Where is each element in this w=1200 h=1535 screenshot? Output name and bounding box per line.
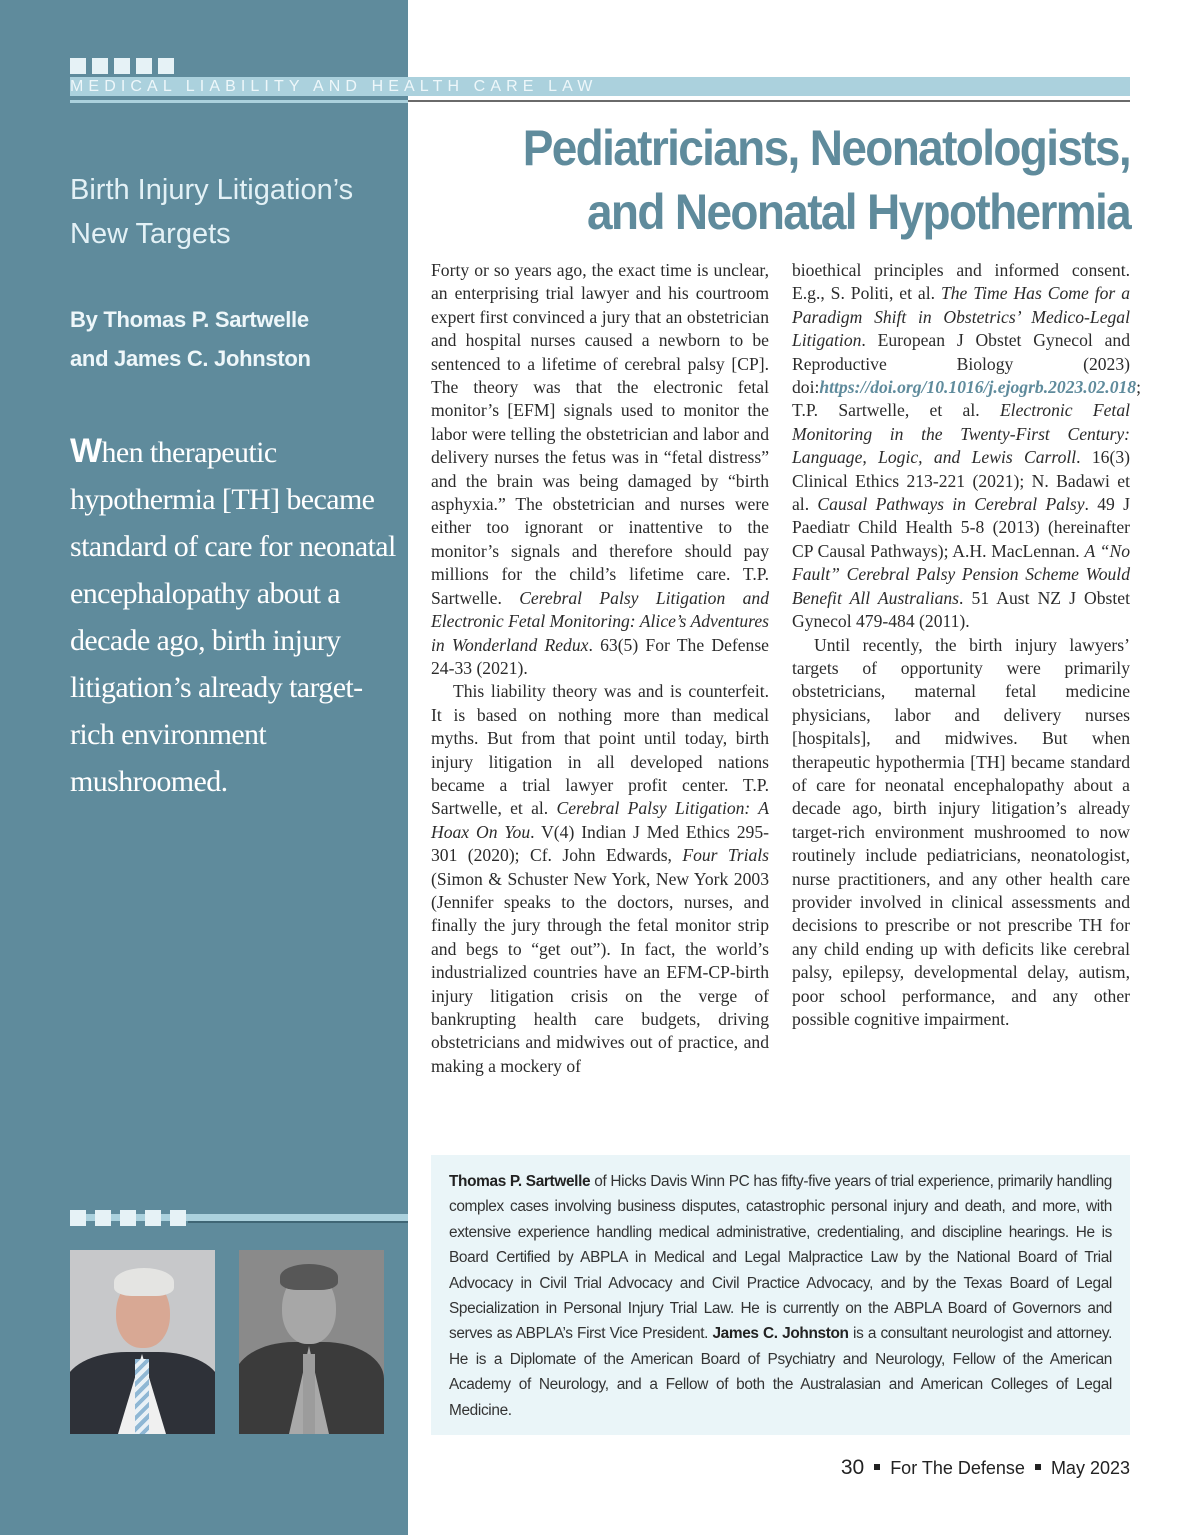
publication-name: For The Defense [890, 1458, 1025, 1478]
author-photo-johnston [239, 1250, 384, 1434]
title-line: and Neonatal Hypothermia [586, 184, 1130, 240]
header-rule [408, 100, 1130, 102]
doi-link[interactable]: https://doi.org/10.1016/j.ejogrb.2023.02.018 [819, 377, 1137, 398]
author-bio-text: Thomas P. Sartwelle of Hicks Davis Winn PC has fifty-five years of trial experience, primarily handling complex cases involving business disputes, catastrophic personal injury and death, and more, with extensive experience handling medical administrative, credentialing, and discipline hearings. He is Board Certified by ABPLA in Medical and Legal Malpractice Law by the National Board of Trial Advocacy in Civil Trial Advocacy and Civil Practice Advocacy, and by the Texas Board of Legal Specialization in Personal Injury Trial Law. He is currently on the ABPLA Board of Governors and serves as ABPLA’s First Vice President. James C. Johnston is a consultant neurologist and attorney. He is a Diplomate of the American Board of Psychiatry and Neurology, Fellow of the American Academy of Neurology, and a Fellow of both the Australasian and American Colleges of Legal Medicine. [449, 1173, 1112, 1419]
citation: Cerebral Palsy Litigation: A Hoax On You [431, 798, 769, 842]
paragraph: This liability theory was and is counterfeit. It is based on nothing more than medical myths. But from that point until today, birth injury litigation in all developed nations became a trial lawyer profit center. T.P. Sartwelle, et al. Cerebral Palsy Litigation: A Hoax On You. V(4) Indian J Med Ethics 295-301 (2020); Cf. John Edwards, Four Trials (Simon & Schuster New York, New York 2003 (Jennifer speaks to the doctors, nurses, and finally the jury through the fetal monitor strip and begs to “get out”). In fact, the world’s industrialized countries have an EFM-CP-birth injury litigation crisis on the verge of bankrupting health care budgets, driving obstetricians and midwives out of practice, and making a mockery of [431, 681, 769, 1076]
paragraph: Forty or so years ago, the exact time is unclear, an enterprising trial lawyer and his courtroom expert first convinced a jury that an obstetrician and hospital nurses caused a newborn to be sentenced to a lifetime of cerebral palsy [CP]. The theory was that the electronic fetal monitor’s [EFM] signals used to monitor the labor were telling the obstetrician and labor and delivery nurses the fetus was in “fetal distress” and the brain was being damaged by “birth asphyxia.” The obstetrician and nurses were either too ignorant or inattentive to the monitor’s signals and therefore should pay millions for the child’s lifetime care. T.P. Sartwelle. Cerebral Palsy Litigation and Electronic Fetal Monitoring: Alice’s Adventures in Wonderland Redux. 63(5) For The Defense 24-33 (2021). [431, 260, 769, 678]
citation: A “No Fault” Cerebral Palsy Pension Scheme Would Benefit All Australians [792, 540, 1130, 608]
decor-square [170, 1210, 186, 1226]
author-name: Thomas P. Sartwelle [449, 1173, 591, 1190]
citation: The Time Has Come for a Paradigm Shift in Obstetrics’ Medico-Legal Litigation [792, 283, 1130, 351]
decor-square [120, 1210, 136, 1226]
header-decor-squares [70, 58, 174, 74]
page-number: 30 [840, 1456, 865, 1479]
decor-square [95, 1210, 111, 1226]
citation: Four Trials [682, 845, 769, 866]
byline [70, 300, 400, 378]
author-photo-sartwelle [70, 1250, 215, 1434]
decor-square [158, 58, 174, 74]
article-column-1 [431, 259, 769, 1078]
decor-square [145, 1210, 161, 1226]
citation: Electronic Fetal Monitoring in the Twenty-First Century: Language, Logic, and Lewis Carroll [792, 400, 1130, 468]
issue-date: May 2023 [1050, 1458, 1130, 1478]
pull-quote [70, 428, 400, 805]
byline-line: By Thomas P. Sartwelle [70, 307, 309, 332]
decor-square [92, 58, 108, 74]
paragraph: bioethical principles and informed consent. E.g., S. Politi, et al. The Time Has Come for a Paradigm Shift in Obstetrics’ Medico-Legal Litigation. European J Obstet Gynecol and Reproductive Biology (2023) doi:https://doi.org/10.1016/j.ejogrb.2023.02.018; T.P. Sartwelle, et al. Electronic Fetal Monitoring in the Twenty-First Century: Language, Logic, and Lewis Carroll. 16(3) Clinical Ethics 213-221 (2021); N. Badawi et al. Causal Pathways in Cerebral Palsy. 49 J Paediatr Child Health 5-8 (2013) (hereinafter CP Causal Pathways); A.H. MacLennan. A “No Fault” Cerebral Palsy Pension Scheme Would Benefit All Australians. 51 Aust NZ J Obstet Gynecol 479-484 (2011). [792, 260, 1141, 632]
section-label: MEDICAL LIABILITY AND HEALTH CARE LAW [70, 78, 598, 95]
citation: Cerebral Palsy Litigation and Electronic Fetal Monitoring: Alice’s Adventures in Wonderland Redux [431, 587, 769, 655]
citation: Causal Pathways in Cerebral Palsy [817, 494, 1085, 515]
header-rule [70, 100, 408, 103]
byline-line: and James C. Johnston [70, 346, 311, 371]
title-line: Pediatricians, Neonatologists, [522, 120, 1130, 176]
page-footer [841, 1456, 1130, 1480]
article-kicker: Birth Injury Litigation’s New Targets [70, 174, 354, 250]
article-title [477, 116, 1130, 244]
decor-square [136, 58, 152, 74]
paragraph: Until recently, the birth injury lawyers’ targets of opportunity were primarily obstetricians, maternal fetal medicine physicians, labor and delivery nurses [hospitals], and midwives. But when therapeutic hypothermia [TH] became standard of care for neonatal encephalopathy about a decade ago, birth injury litigation’s already target-rich environment mushroomed to now routinely include pediatricians, neonatologist, nurse practitioners, and any other health care provider involved in clinical assessments and decisions to prescribe or not prescribe TH for any child ending up with deficits like cerebral palsy, epilepsy, developmental delay, autism, poor school performance, and any other possible cognitive impairment. [792, 634, 1130, 1029]
bullet-separator-icon [874, 1464, 880, 1470]
photo-decor-squares [70, 1210, 186, 1226]
photo-decor-rule [188, 1221, 408, 1223]
author-name: James C. Johnston [712, 1325, 849, 1343]
decor-square [70, 58, 86, 74]
pull-quote-text: hen therapeutic hypothermia [TH] became standard of care for neonatal encephalopathy about a decade ago, birth injury litigation’s already target-rich environment mushroomed. [70, 436, 396, 798]
bullet-separator-icon [1035, 1464, 1041, 1470]
decor-square [70, 1210, 86, 1226]
pull-quote-dropcap: W [70, 432, 102, 470]
author-bio-box [431, 1155, 1130, 1435]
decor-square [114, 58, 130, 74]
article-column-2 [792, 259, 1141, 1031]
